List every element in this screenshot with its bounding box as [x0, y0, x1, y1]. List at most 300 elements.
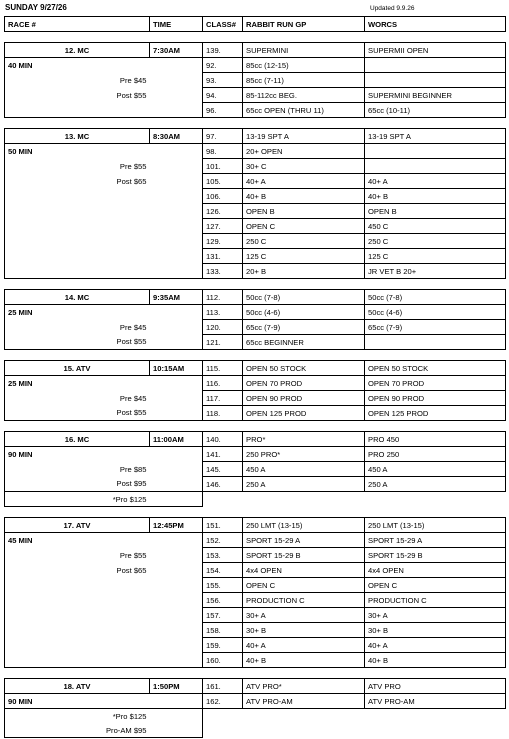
race-number: 17. ATV: [5, 518, 150, 533]
class-number: 93.: [203, 73, 243, 88]
worcs-class: PRODUCTION C: [365, 593, 506, 608]
blank-cell: [5, 608, 150, 623]
price-label: Pre $45: [5, 320, 150, 335]
rabbit-run-class: 65cc (7-9): [243, 320, 365, 335]
race-row: [5, 73, 506, 88]
worcs-class: SPORT 15-29 A: [365, 533, 506, 548]
spacer-row: [5, 668, 506, 679]
race-schedule-table: [4, 16, 506, 738]
worcs-class: 30+ B: [365, 623, 506, 638]
race-duration: 25 MIN: [5, 305, 150, 320]
class-number: 145.: [203, 462, 243, 477]
spacer-cell: [5, 32, 150, 43]
spacer-cell: [243, 668, 365, 679]
col-rabbit-header: RABBIT RUN GP: [243, 17, 365, 32]
class-number: 152.: [203, 533, 243, 548]
rabbit-run-class: 250 PRO*: [243, 447, 365, 462]
class-number: 115.: [203, 361, 243, 376]
rabbit-run-class: 65cc OPEN (THRU 11): [243, 103, 365, 118]
race-row: [5, 174, 506, 189]
race-row: [5, 376, 506, 391]
blank-cell: [5, 204, 150, 219]
blank-cell: [150, 58, 203, 73]
blank-cell: [150, 174, 203, 189]
class-number: 162.: [203, 694, 243, 709]
blank-cell: [5, 653, 150, 668]
rabbit-run-class: 85-112cc BEG.: [243, 88, 365, 103]
blank-cell: [5, 578, 150, 593]
race-number: 18. ATV: [5, 679, 150, 694]
worcs-class: [365, 144, 506, 159]
spacer-cell: [203, 350, 243, 361]
race-row: [5, 264, 506, 279]
updated-note: Updated 9.9.26: [370, 5, 415, 12]
rabbit-run-class: OPEN C: [243, 219, 365, 234]
rabbit-run-class: 20+ OPEN: [243, 144, 365, 159]
race-duration: 90 MIN: [5, 447, 150, 462]
worcs-class: PRO 450: [365, 432, 506, 447]
spacer-row: [5, 279, 506, 290]
spacer-cell: [150, 118, 203, 129]
race-row: [5, 477, 506, 492]
spacer-cell: [150, 421, 203, 432]
race-row: [5, 694, 506, 709]
race-row: [5, 204, 506, 219]
spacer-cell: [5, 350, 150, 361]
spacer-cell: [150, 668, 203, 679]
race-row: [5, 432, 506, 447]
rabbit-run-class: SPORT 15-29 A: [243, 533, 365, 548]
class-number: 118.: [203, 406, 243, 421]
spacer-row: [5, 350, 506, 361]
class-number: 127.: [203, 219, 243, 234]
worcs-class: PRO 250: [365, 447, 506, 462]
race-row: [5, 623, 506, 638]
class-number: 112.: [203, 290, 243, 305]
race-row: [5, 679, 506, 694]
blank-cell: [150, 608, 203, 623]
blank-cell: [150, 462, 203, 477]
class-number: 133.: [203, 264, 243, 279]
class-number: 113.: [203, 305, 243, 320]
rabbit-run-class: 85cc (12-15): [243, 58, 365, 73]
price-label: Post $55: [5, 88, 150, 103]
race-row: [5, 305, 506, 320]
race-time: 9:35AM: [150, 290, 203, 305]
race-row: [5, 103, 506, 118]
worcs-class: 40+ A: [365, 174, 506, 189]
spacer-cell: [365, 118, 506, 129]
price-label: Post $95: [5, 477, 150, 492]
rabbit-run-class: ATV PRO-AM: [243, 694, 365, 709]
price-label: Post $65: [5, 563, 150, 578]
rabbit-run-class: 450 A: [243, 462, 365, 477]
worcs-class: 250 LMT (13-15): [365, 518, 506, 533]
price-label: Pre $55: [5, 159, 150, 174]
race-row: [5, 43, 506, 58]
spacer-cell: [203, 279, 243, 290]
race-row: [5, 234, 506, 249]
blank-cell: [5, 249, 150, 264]
column-header-row: [5, 17, 506, 32]
worcs-class: 50cc (4-6): [365, 305, 506, 320]
rabbit-run-class: 4x4 OPEN: [243, 563, 365, 578]
class-number: 117.: [203, 391, 243, 406]
rabbit-run-class: ATV PRO*: [243, 679, 365, 694]
worcs-class: OPEN 90 PROD: [365, 391, 506, 406]
race-row: [5, 709, 506, 724]
race-number: 14. MC: [5, 290, 150, 305]
race-row: [5, 638, 506, 653]
race-row: [5, 533, 506, 548]
spacer-cell: [150, 350, 203, 361]
spacer-cell: [5, 421, 150, 432]
worcs-class: 40+ B: [365, 653, 506, 668]
race-row: [5, 58, 506, 73]
class-number: 139.: [203, 43, 243, 58]
worcs-class: [365, 58, 506, 73]
price-label: Pre $55: [5, 548, 150, 563]
class-number: 121.: [203, 335, 243, 350]
spacer-cell: [365, 350, 506, 361]
race-row: [5, 593, 506, 608]
spacer-cell: [150, 32, 203, 43]
class-number: 96.: [203, 103, 243, 118]
worcs-class: 65cc (7-9): [365, 320, 506, 335]
spacer-cell: [5, 118, 150, 129]
worcs-class: OPEN 125 PROD: [365, 406, 506, 421]
rabbit-run-class: OPEN 50 STOCK: [243, 361, 365, 376]
document-header: [0, 0, 509, 16]
race-row: [5, 578, 506, 593]
rabbit-run-class: 65cc BEGINNER: [243, 335, 365, 350]
spacer-cell: [243, 279, 365, 290]
price-label: Pre $85: [5, 462, 150, 477]
blank-cell: [150, 264, 203, 279]
price-label: Post $55: [5, 335, 150, 350]
rabbit-run-class: 250 C: [243, 234, 365, 249]
worcs-class: 4x4 OPEN: [365, 563, 506, 578]
worcs-class: 65cc (10-11): [365, 103, 506, 118]
blank-cell: [5, 219, 150, 234]
spacer-cell: [365, 421, 506, 432]
col-time-header: TIME: [150, 17, 203, 32]
spacer-cell: [203, 421, 243, 432]
blank-cell: [150, 593, 203, 608]
spacer-cell: [203, 668, 243, 679]
blank-cell: [150, 694, 203, 709]
class-number: 129.: [203, 234, 243, 249]
race-time: 7:30AM: [150, 43, 203, 58]
worcs-class: 450 C: [365, 219, 506, 234]
spacer-cell: [243, 118, 365, 129]
rabbit-run-class: 40+ B: [243, 653, 365, 668]
worcs-class: 30+ A: [365, 608, 506, 623]
race-row: [5, 492, 506, 507]
blank-cell: [203, 492, 243, 507]
class-number: 151.: [203, 518, 243, 533]
rabbit-run-class: OPEN 70 PROD: [243, 376, 365, 391]
race-duration: 45 MIN: [5, 533, 150, 548]
worcs-class: OPEN 70 PROD: [365, 376, 506, 391]
blank-cell: [150, 533, 203, 548]
blank-cell: [5, 234, 150, 249]
rabbit-run-class: OPEN 90 PROD: [243, 391, 365, 406]
blank-cell: [150, 204, 203, 219]
price-label: Pro-AM $95: [5, 723, 150, 738]
blank-cell: [150, 477, 203, 492]
blank-cell: [150, 305, 203, 320]
class-number: 160.: [203, 653, 243, 668]
rabbit-run-class: 250 LMT (13-15): [243, 518, 365, 533]
race-time: 1:50PM: [150, 679, 203, 694]
race-duration: 90 MIN: [5, 694, 150, 709]
class-number: 126.: [203, 204, 243, 219]
blank-cell: [5, 638, 150, 653]
blank-cell: [365, 709, 506, 724]
rabbit-run-class: PRO*: [243, 432, 365, 447]
rabbit-run-class: OPEN B: [243, 204, 365, 219]
rabbit-run-class: 50cc (7-8): [243, 290, 365, 305]
rabbit-run-class: 30+ A: [243, 608, 365, 623]
price-label: *Pro $125: [5, 709, 150, 724]
blank-cell: [150, 578, 203, 593]
race-time: 8:30AM: [150, 129, 203, 144]
class-number: 154.: [203, 563, 243, 578]
rabbit-run-class: OPEN C: [243, 578, 365, 593]
race-row: [5, 462, 506, 477]
price-label: Post $55: [5, 406, 150, 421]
blank-cell: [150, 406, 203, 421]
spacer-cell: [243, 507, 365, 518]
schedule-date: SUNDAY 9/27/26: [5, 3, 67, 12]
worcs-class: 450 A: [365, 462, 506, 477]
rabbit-run-class: 250 A: [243, 477, 365, 492]
race-row: [5, 88, 506, 103]
spacer-cell: [243, 421, 365, 432]
spacer-cell: [243, 350, 365, 361]
blank-cell: [150, 88, 203, 103]
class-number: 157.: [203, 608, 243, 623]
race-row: [5, 653, 506, 668]
race-row: [5, 249, 506, 264]
worcs-class: 125 C: [365, 249, 506, 264]
rabbit-run-class: 20+ B: [243, 264, 365, 279]
worcs-class: JR VET B 20+: [365, 264, 506, 279]
race-row: [5, 518, 506, 533]
spacer-cell: [365, 668, 506, 679]
race-row: [5, 320, 506, 335]
class-number: 92.: [203, 58, 243, 73]
blank-cell: [5, 189, 150, 204]
class-number: 155.: [203, 578, 243, 593]
race-row: [5, 563, 506, 578]
rabbit-run-class: 40+ A: [243, 638, 365, 653]
race-duration: 40 MIN: [5, 58, 150, 73]
blank-cell: [150, 447, 203, 462]
blank-cell: [150, 638, 203, 653]
class-number: 105.: [203, 174, 243, 189]
spacer-cell: [365, 279, 506, 290]
worcs-class: SUPERMINI BEGINNER: [365, 88, 506, 103]
blank-cell: [243, 723, 365, 738]
race-row: [5, 406, 506, 421]
rabbit-run-class: PRODUCTION C: [243, 593, 365, 608]
worcs-class: 250 A: [365, 477, 506, 492]
class-number: 116.: [203, 376, 243, 391]
blank-cell: [150, 723, 203, 738]
worcs-class: 40+ A: [365, 638, 506, 653]
race-row: [5, 447, 506, 462]
blank-cell: [150, 219, 203, 234]
blank-cell: [243, 709, 365, 724]
worcs-class: SUPERMII OPEN: [365, 43, 506, 58]
race-row: [5, 548, 506, 563]
worcs-class: [365, 159, 506, 174]
blank-cell: [150, 709, 203, 724]
blank-cell: [243, 492, 365, 507]
race-row: [5, 129, 506, 144]
blank-cell: [365, 723, 506, 738]
blank-cell: [150, 234, 203, 249]
race-row: [5, 290, 506, 305]
worcs-class: ATV PRO: [365, 679, 506, 694]
worcs-class: OPEN C: [365, 578, 506, 593]
blank-cell: [150, 563, 203, 578]
blank-cell: [150, 391, 203, 406]
class-number: 141.: [203, 447, 243, 462]
blank-cell: [150, 335, 203, 350]
race-row: [5, 144, 506, 159]
rabbit-run-class: 40+ A: [243, 174, 365, 189]
blank-cell: [5, 264, 150, 279]
class-number: 156.: [203, 593, 243, 608]
blank-cell: [150, 103, 203, 118]
price-label: Pre $45: [5, 391, 150, 406]
col-class-header: CLASS#: [203, 17, 243, 32]
blank-cell: [150, 189, 203, 204]
blank-cell: [150, 159, 203, 174]
class-number: 98.: [203, 144, 243, 159]
race-number: 12. MC: [5, 43, 150, 58]
blank-cell: [150, 144, 203, 159]
race-duration: 25 MIN: [5, 376, 150, 391]
rabbit-run-class: 85cc (7-11): [243, 73, 365, 88]
blank-cell: [203, 709, 243, 724]
worcs-class: 40+ B: [365, 189, 506, 204]
spacer-cell: [203, 32, 243, 43]
class-number: 120.: [203, 320, 243, 335]
spacer-cell: [203, 118, 243, 129]
blank-cell: [150, 623, 203, 638]
price-label: *Pro $125: [5, 492, 150, 507]
race-time: 10:15AM: [150, 361, 203, 376]
class-number: 101.: [203, 159, 243, 174]
rabbit-run-class: SUPERMINI: [243, 43, 365, 58]
rabbit-run-class: SPORT 15-29 B: [243, 548, 365, 563]
spacer-cell: [365, 507, 506, 518]
race-row: [5, 189, 506, 204]
race-number: 13. MC: [5, 129, 150, 144]
col-worcs-header: WORCS: [365, 17, 506, 32]
race-duration: 50 MIN: [5, 144, 150, 159]
class-number: 146.: [203, 477, 243, 492]
class-number: 158.: [203, 623, 243, 638]
race-row: [5, 159, 506, 174]
blank-cell: [150, 376, 203, 391]
race-number: 15. ATV: [5, 361, 150, 376]
spacer-cell: [243, 32, 365, 43]
rabbit-run-class: 30+ C: [243, 159, 365, 174]
spacer-row: [5, 32, 506, 43]
class-number: 131.: [203, 249, 243, 264]
race-time: 11:00AM: [150, 432, 203, 447]
blank-cell: [150, 73, 203, 88]
class-number: 94.: [203, 88, 243, 103]
worcs-class: ATV PRO-AM: [365, 694, 506, 709]
worcs-class: 13-19 SPT A: [365, 129, 506, 144]
worcs-class: 50cc (7-8): [365, 290, 506, 305]
worcs-class: 250 C: [365, 234, 506, 249]
price-label: Pre $45: [5, 73, 150, 88]
worcs-class: SPORT 15-29 B: [365, 548, 506, 563]
blank-cell: [5, 593, 150, 608]
race-number: 16. MC: [5, 432, 150, 447]
race-row: [5, 361, 506, 376]
class-number: 106.: [203, 189, 243, 204]
blank-cell: [150, 548, 203, 563]
rabbit-run-class: 30+ B: [243, 623, 365, 638]
blank-cell: [150, 249, 203, 264]
race-row: [5, 608, 506, 623]
spacer-row: [5, 421, 506, 432]
spacer-cell: [150, 279, 203, 290]
spacer-cell: [5, 668, 150, 679]
spacer-cell: [203, 507, 243, 518]
race-row: [5, 335, 506, 350]
blank-cell: [150, 653, 203, 668]
blank-cell: [150, 320, 203, 335]
spacer-cell: [365, 32, 506, 43]
class-number: 153.: [203, 548, 243, 563]
race-time: 12:45PM: [150, 518, 203, 533]
rabbit-run-class: OPEN 125 PROD: [243, 406, 365, 421]
class-number: 159.: [203, 638, 243, 653]
class-number: 97.: [203, 129, 243, 144]
race-row: [5, 723, 506, 738]
blank-cell: [203, 723, 243, 738]
spacer-cell: [5, 279, 150, 290]
spacer-cell: [150, 507, 203, 518]
worcs-class: OPEN 50 STOCK: [365, 361, 506, 376]
worcs-class: [365, 73, 506, 88]
worcs-class: OPEN B: [365, 204, 506, 219]
spacer-row: [5, 507, 506, 518]
rabbit-run-class: 13-19 SPT A: [243, 129, 365, 144]
spacer-cell: [5, 507, 150, 518]
rabbit-run-class: 125 C: [243, 249, 365, 264]
blank-cell: [5, 103, 150, 118]
class-number: 161.: [203, 679, 243, 694]
race-row: [5, 219, 506, 234]
blank-cell: [365, 492, 506, 507]
rabbit-run-class: 40+ B: [243, 189, 365, 204]
worcs-class: [365, 335, 506, 350]
rabbit-run-class: 50cc (4-6): [243, 305, 365, 320]
class-number: 140.: [203, 432, 243, 447]
col-race-header: RACE #: [5, 17, 150, 32]
price-label: Post $65: [5, 174, 150, 189]
